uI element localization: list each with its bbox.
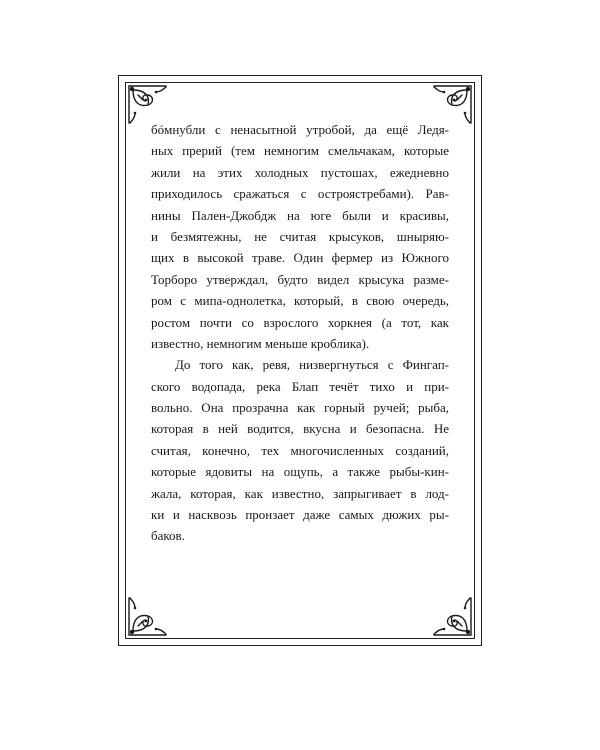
text-line: баков. [151,528,185,544]
text-line: известно, немногим меньше кроблика). [151,335,370,351]
corner-ornament-bottom-right-icon [430,594,474,638]
text-line: считая, конечно, тех многочисленных созданий, [151,442,449,458]
text-line: ского водопада, река Блап течёт тихо и при- [151,378,449,394]
text-line: ростом почти со взрослого хоркнея (а тот, как [151,314,449,330]
text-line: нины Пален-Джобдж на юге были и красивы, [151,207,449,223]
text-line: ки и насквозь пронзает даже самых дюжих ры- [151,507,449,523]
paragraph-2 [151,354,449,547]
corner-ornament-bottom-left-icon [126,594,170,638]
text-line: которые ядовиты на ощупь, а также рыбы-кин- [151,464,449,480]
text-line: вольно. Она прозрачна как горный ручей; рыба, [151,400,449,416]
text-line: жала, которая, как известно, запрыгивает в лод- [151,485,449,501]
text-line: щих в высокой траве. Один фермер из Южного [151,250,449,266]
text-line: и безмятежны, не считая крысуков, шныряю- [151,228,449,244]
body-text [151,119,449,547]
paragraph-1 [151,119,449,354]
text-line: жили на этих холодных пустошах, ежедневно [151,164,449,180]
text-line: ных прерий (тем немногим смельчакам, которые [151,143,449,159]
text-line: бóмнубли с ненасытной утробой, да ещё Ледя- [151,122,449,137]
text-line: До того как, ревя, низвергнуться с Фингап- [175,357,449,373]
text-line: приходилось сражаться с острояcтребами). Рав- [151,186,449,202]
text-line: Торборо утверждал, будто видел крысука разме- [151,271,449,287]
text-line: которая в ней водится, вкусна и безопасна. Не [151,421,449,437]
text-line: ром с мипа-однолетка, который, в свою очередь, [151,293,449,309]
